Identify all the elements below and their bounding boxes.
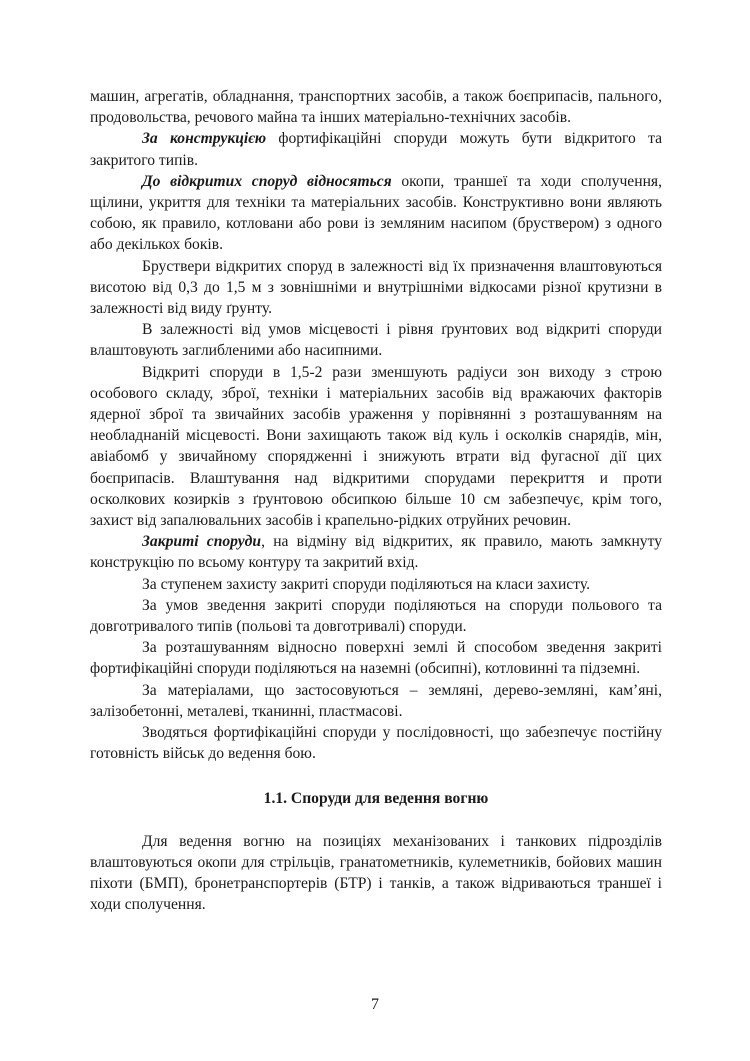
paragraph-text: , на відміну від відкритих, як правило, мають замкнуту конструкцію по всьому контуру та закритий вхід. <box>90 533 662 572</box>
paragraph: Для ведення вогню на позиціях механізованих і танкових підрозділів влаштовуються окопи для стрільців, гранатометників, кулеметників, бойових машин піхоти (БМП), бронетранспортерів (БТР) і танків, а також відриваються траншеї і ходи сполучення. <box>90 832 662 914</box>
paragraph: В залежності від умов місцевості і рівня ґрунтових вод відкриті споруди влаштовують заглибленими або насипними. <box>90 321 662 360</box>
paragraph: За розташуванням відносно поверхні землі й способом зведення закриті фортифікаційні споруди поділяються на наземні (обсипні), котловинні та підземні. <box>90 639 662 678</box>
paragraph: За матеріалами, що застосовуються – земляні, дерево-земляні, кам’яні, залізобетонні, металеві, тканинні, пластмасові. <box>90 681 662 720</box>
paragraph: Відкриті споруди в 1,5-2 рази зменшують радіуси зон виходу з строю особового складу, зброї, техніки і матеріальних засобів від вражаючих факторів ядерної зброї та звичайних засобів ураження у порівнянні з розташуванням на необладнаній місцевості. Вони захищають також від куль і осколків снарядів, мін, авіабомб у звичайному спорядженні і знижують втрати від фугасної дії цих боєприпасів. Влаштування над відкритими спорудами перекриття и проти осколкових козирків з ґрунтовою обсипкою більше 10 см забезпечує, крім того, захист від запалювальних засобів і крапельно-рідких отруйних речовин. <box>90 363 662 530</box>
paragraph-text: фортифікаційні споруди можуть бути відкритого та закритого типів. <box>90 130 662 169</box>
paragraph: Бруствери відкритих споруд в залежності від їх призначення влаштовуються висотою від 0,3 до 1,5 м з зовнішніми и внутрішніми відкосами різної крутизни в залежності від виду ґрунту. <box>90 257 662 318</box>
emphasis-term: До відкритих споруд відносяться <box>142 172 392 190</box>
paragraph-text: окопи, траншеї та ходи сполучення, щілини, укриття для техніки та матеріальних засобів. Конструктивно вони являють собою, як правило, котловани або рови із земляним насипом (бруствером) з одного або декількох боків. <box>90 172 662 254</box>
paragraph <box>90 531 662 573</box>
paragraph: Зводяться фортифікаційні споруди у послідовності, що забезпечує постійну готовність військ до ведення бою. <box>90 724 662 763</box>
section-heading: 1.1. Споруди для ведення вогню <box>263 789 489 807</box>
emphasis-term: За конструкцією <box>142 130 267 148</box>
paragraph: машин, агрегатів, обладнання, транспортних засобів, а також боєприпасів, пального, продовольства, речового майна та інших матеріально-технічних засобів. <box>90 88 662 127</box>
paragraph <box>90 128 662 170</box>
page-body <box>90 86 662 916</box>
emphasis-term: Закриті споруди <box>142 533 262 551</box>
paragraph: За умов зведення закриті споруди поділяються на споруди польового та довготривалого типів (польові та довготривалі) споруди. <box>90 596 662 636</box>
page-number: 7 <box>371 996 379 1013</box>
paragraph: За ступенем захисту закриті споруди поділяються на класи захисту. <box>142 575 590 593</box>
paragraph <box>90 171 662 256</box>
